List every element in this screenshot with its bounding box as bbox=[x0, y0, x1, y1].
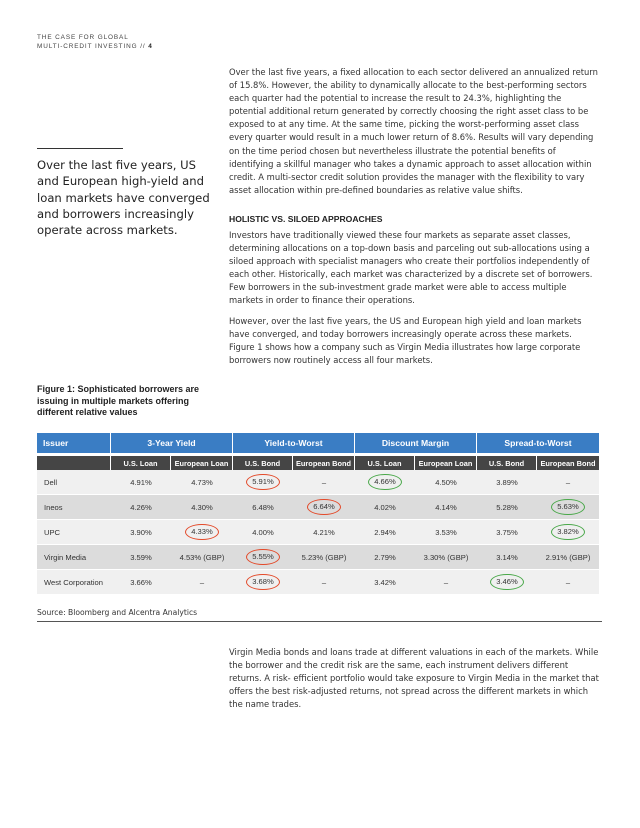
red-highlight-circle: 4.33% bbox=[185, 524, 219, 540]
subheader: U.S. Loan bbox=[111, 456, 171, 470]
page-number: 4 bbox=[148, 43, 153, 50]
cell-value: 4.02% bbox=[374, 502, 396, 512]
value-cell bbox=[537, 495, 599, 520]
value-cell bbox=[111, 470, 171, 495]
header-series: MULTI-CREDIT INVESTING // bbox=[37, 43, 146, 50]
value-cell bbox=[233, 520, 293, 545]
cell-value: 3.30% (GBP) bbox=[423, 552, 469, 562]
value-cell bbox=[111, 570, 171, 595]
value-cell bbox=[355, 470, 415, 495]
red-highlight-circle: 3.68% bbox=[246, 574, 280, 590]
green-highlight-circle: 5.63% bbox=[551, 499, 585, 515]
issuer-cell: West Corporation bbox=[37, 570, 111, 595]
red-highlight-circle: 5.91% bbox=[246, 474, 280, 490]
subheader: U.S. Bond bbox=[233, 456, 293, 470]
source-rule bbox=[37, 621, 602, 622]
table-row bbox=[37, 520, 599, 545]
cell-value: 3.75% bbox=[496, 527, 518, 537]
value-cell bbox=[171, 545, 233, 570]
cell-value: 3.53% bbox=[435, 527, 457, 537]
value-cell bbox=[537, 570, 599, 595]
cell-value: 3.59% bbox=[130, 552, 152, 562]
issuer-cell: UPC bbox=[37, 520, 111, 545]
subheader: European Loan bbox=[171, 456, 233, 470]
cell-value: 4.30% bbox=[191, 502, 213, 512]
value-cell bbox=[233, 545, 293, 570]
value-cell bbox=[171, 470, 233, 495]
cell-value: 3.42% bbox=[374, 577, 396, 587]
subheader: European Bond bbox=[537, 456, 599, 470]
table-body bbox=[37, 470, 599, 595]
value-cell bbox=[293, 520, 355, 545]
cell-value: 4.91% bbox=[130, 477, 152, 487]
cell-value: 3.89% bbox=[496, 477, 518, 487]
cell-value: 4.50% bbox=[435, 477, 457, 487]
value-cell bbox=[293, 470, 355, 495]
cell-value: 2.79% bbox=[374, 552, 396, 562]
group-header: Spread-to-Worst bbox=[477, 433, 599, 453]
group-header: Yield-to-Worst bbox=[233, 433, 355, 453]
cell-value: 3.14% bbox=[496, 552, 518, 562]
value-cell bbox=[111, 520, 171, 545]
red-highlight-circle: 6.64% bbox=[307, 499, 341, 515]
table-row bbox=[37, 570, 599, 595]
subheader: U.S. Loan bbox=[355, 456, 415, 470]
value-cell bbox=[537, 520, 599, 545]
value-cell bbox=[355, 570, 415, 595]
cell-value: – bbox=[321, 577, 327, 587]
value-cell bbox=[171, 495, 233, 520]
value-cell bbox=[477, 470, 537, 495]
cell-value: 4.00% bbox=[252, 527, 274, 537]
value-cell bbox=[477, 545, 537, 570]
value-cell bbox=[293, 495, 355, 520]
cell-value: 5.28% bbox=[496, 502, 518, 512]
header-line-1: THE CASE FOR GLOBAL bbox=[37, 34, 129, 41]
green-highlight-circle: 4.66% bbox=[368, 474, 402, 490]
value-cell bbox=[477, 520, 537, 545]
green-highlight-circle: 3.46% bbox=[490, 574, 524, 590]
cell-value: 3.66% bbox=[130, 577, 152, 587]
body-paragraph-1: Over the last five years, a fixed allocation to each sector delivered an annualized return of 15.8%. However, the ability to dynamically allocate to the best-performing sectors each quarter had the potential to increase the result to 24.3%, highlighting the potential additional return generated by correctly choosing the right asset class to be exposed to at any time. At the same time, picking the worst-performing asset class every quarter would result in a much lower return of 8.6%. Results will vary depending on the time period chosen but nevertheless illustrate the potential benefits of identifying a skillful manager who takes a dynamic approach to asset allocation within credit. A multi-sector credit solution provides the manager with the flexibility to vary asset allocation within pre-defined boundaries as relative value shifts. bbox=[229, 67, 598, 195]
section-heading: HOLISTIC VS. SILOED APPROACHES bbox=[229, 214, 383, 224]
value-cell bbox=[355, 495, 415, 520]
subheader: U.S. Bond bbox=[477, 456, 537, 470]
cell-value: – bbox=[321, 477, 327, 487]
value-cell bbox=[233, 495, 293, 520]
group-header: 3-Year Yield bbox=[111, 433, 233, 453]
cell-value: 2.94% bbox=[374, 527, 396, 537]
value-cell bbox=[415, 520, 477, 545]
subheader-row bbox=[37, 456, 599, 470]
issuer-header: Issuer bbox=[37, 433, 111, 453]
issuer-cell: Virgin Media bbox=[37, 545, 111, 570]
table-row bbox=[37, 495, 599, 520]
cell-value: – bbox=[199, 577, 205, 587]
figure-source: Source: Bloomberg and Alcentra Analytics bbox=[37, 608, 198, 617]
value-cell bbox=[537, 470, 599, 495]
cell-value: 6.48% bbox=[252, 502, 274, 512]
group-header-row bbox=[37, 433, 599, 453]
value-cell bbox=[415, 470, 477, 495]
body-paragraph-2: Investors have traditionally viewed these four markets as separate asset classes, determining allocations on a top-down basis and parceling out sub-allocations using a siloed approach with specialist managers who create their portfolios independently of each other. Historically, each market was characterized by a discrete set of borrowers. Few borrowers in the sub-investment grade market were able to access multiple markets in order to finance their operations. bbox=[229, 230, 593, 306]
subheader: European Loan bbox=[415, 456, 477, 470]
value-cell bbox=[477, 570, 537, 595]
subheader: European Bond bbox=[293, 456, 355, 470]
valuation-table bbox=[37, 433, 599, 595]
value-cell bbox=[233, 470, 293, 495]
figure-caption: Figure 1: Sophisticated borrowers are issuing in multiple markets offering different relative values bbox=[37, 384, 200, 417]
cell-value: – bbox=[565, 577, 571, 587]
value-cell bbox=[293, 545, 355, 570]
red-highlight-circle: 5.55% bbox=[246, 549, 280, 565]
value-cell bbox=[477, 495, 537, 520]
value-cell bbox=[355, 545, 415, 570]
value-cell bbox=[111, 545, 171, 570]
cell-value: – bbox=[443, 577, 449, 587]
issuer-cell: Ineos bbox=[37, 495, 111, 520]
body-paragraph-3: However, over the last five years, the US and European high yield and loan markets have converged, and today borrowers increasingly operate across these markets. Figure 1 shows how a company such as Virgin Media illustrates how large corporate borrowers now routinely access all four markets. bbox=[229, 316, 582, 366]
pull-quote: Over the last five years, US and European high-yield and loan markets have converged and borrowers increasingly operate across markets. bbox=[37, 158, 210, 238]
value-cell bbox=[537, 545, 599, 570]
value-cell bbox=[415, 570, 477, 595]
value-cell bbox=[111, 495, 171, 520]
group-header: Discount Margin bbox=[355, 433, 477, 453]
cell-value: 4.73% bbox=[191, 477, 213, 487]
value-cell bbox=[171, 520, 233, 545]
value-cell bbox=[233, 570, 293, 595]
green-highlight-circle: 3.82% bbox=[551, 524, 585, 540]
value-cell bbox=[415, 495, 477, 520]
table-row bbox=[37, 545, 599, 570]
body-paragraph-4: Virgin Media bonds and loans trade at different valuations in each of the markets. While the borrower and the credit risk are the same, each instrument delivers different returns. A risk- efficient portfolio would take exposure to Virgin Media in the market that offers the best risk-adjusted returns, not spread across the different markets in which the name trades. bbox=[229, 647, 599, 710]
value-cell bbox=[293, 570, 355, 595]
cell-value: 4.14% bbox=[435, 502, 457, 512]
value-cell bbox=[171, 570, 233, 595]
cell-value: – bbox=[565, 477, 571, 487]
cell-value: 3.90% bbox=[130, 527, 152, 537]
value-cell bbox=[415, 545, 477, 570]
cell-value: 4.21% bbox=[313, 527, 335, 537]
table-row bbox=[37, 470, 599, 495]
issuer-cell: Dell bbox=[37, 470, 111, 495]
value-cell bbox=[355, 520, 415, 545]
cell-value: 5.23% (GBP) bbox=[301, 552, 347, 562]
subheader-blank bbox=[37, 456, 111, 470]
cell-value: 4.53% (GBP) bbox=[179, 552, 225, 562]
pull-quote-rule bbox=[37, 148, 123, 149]
cell-value: 4.26% bbox=[130, 502, 152, 512]
header-line-2 bbox=[37, 42, 153, 51]
running-header bbox=[37, 33, 153, 51]
cell-value: 2.91% (GBP) bbox=[545, 552, 591, 562]
